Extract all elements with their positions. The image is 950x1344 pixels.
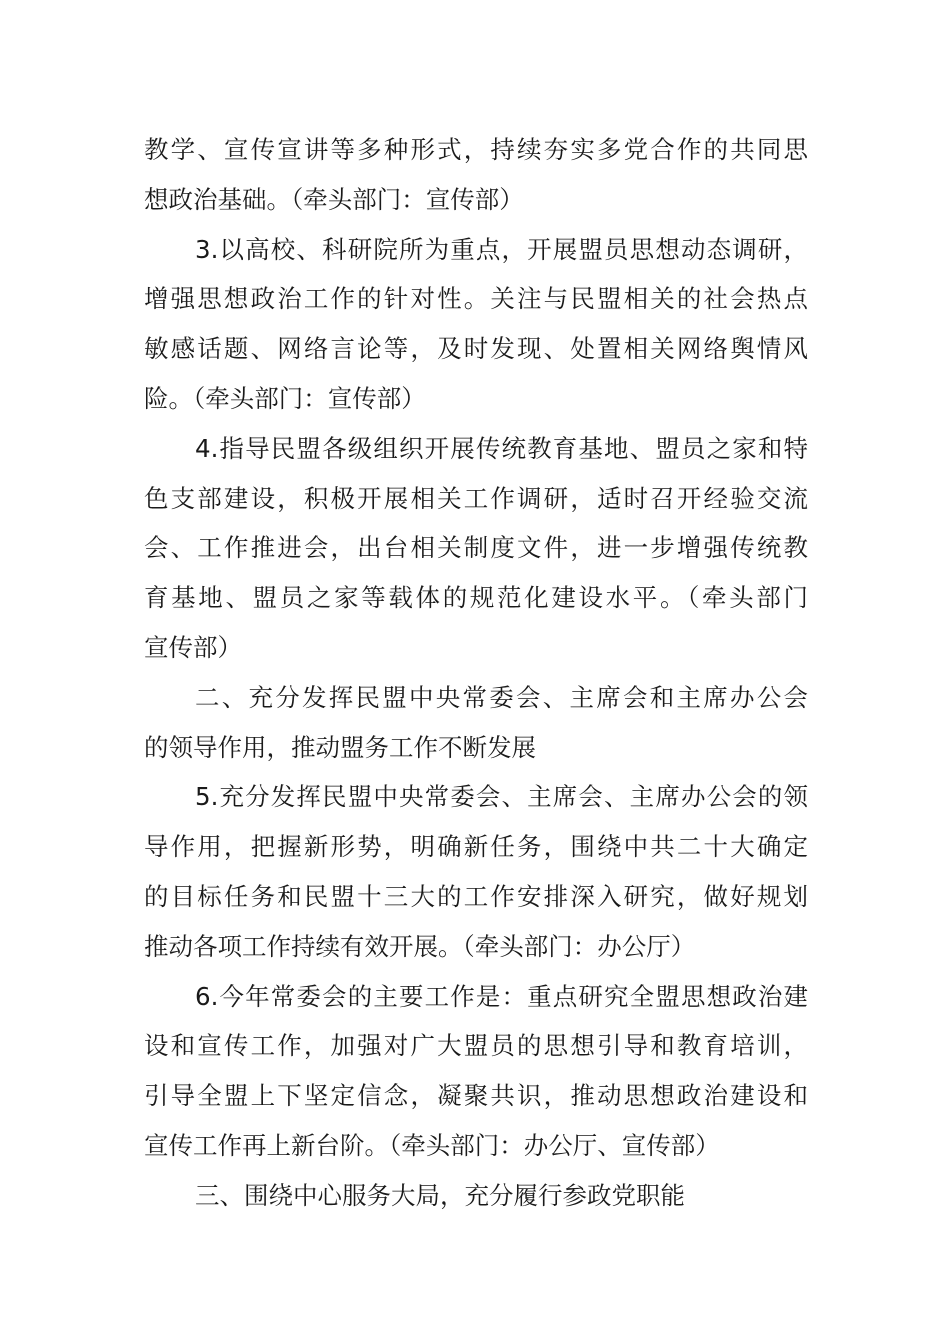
section-heading-line: 的领导作用，推动盟务工作不断发展	[144, 732, 536, 762]
text-line: 导作用，把握新形势，明确新任务，围绕中共二十大确定	[144, 832, 808, 862]
text-line: 宣传工作再上新台阶。（牵头部门：办公厅、宣传部）	[144, 1130, 720, 1160]
text-line: 色支部建设，积极开展相关工作调研，适时召开经验交流	[144, 483, 808, 513]
paragraph-start-line: 6.今年常委会的主要工作是：重点研究全盟思想政治建	[195, 981, 808, 1011]
text-line: 推动各项工作持续有效开展。（牵头部门：办公厅）	[144, 931, 696, 961]
text-line: 敏感话题、网络言论等，及时发现、处置相关网络舆情风	[144, 334, 808, 364]
section-heading-line: 三、围绕中心服务大局，充分履行参政党职能	[195, 1180, 685, 1210]
document-body	[144, 125, 808, 1221]
section-heading-line: 二、充分发挥民盟中央常委会、主席会和主席办公会	[195, 682, 808, 712]
text-line: 的目标任务和民盟十三大的工作安排深入研究，做好规划	[144, 881, 808, 911]
paragraph-start-line: 4.指导民盟各级组织开展传统教育基地、盟员之家和特	[195, 433, 808, 463]
text-line: 育基地、盟员之家等载体的规范化建设水平。（牵头部门	[144, 583, 808, 613]
paragraph-start-line: 5.充分发挥民盟中央常委会、主席会、主席办公会的领	[195, 782, 808, 812]
text-line: 会、工作推进会，出台相关制度文件，进一步增强传统教	[144, 533, 808, 563]
text-line: 想政治基础。（牵头部门：宣传部）	[144, 184, 524, 214]
text-line: 险。（牵头部门：宣传部）	[144, 383, 426, 413]
text-line: 设和宣传工作，加强对广大盟员的思想引导和教育培训，	[144, 1031, 808, 1061]
text-line: 教学、宣传宣讲等多种形式，持续夯实多党合作的共同思	[144, 135, 808, 164]
text-line: 增强思想政治工作的针对性。关注与民盟相关的社会热点	[144, 284, 808, 314]
paragraph-start-line: 3.以高校、科研院所为重点，开展盟员思想动态调研，	[195, 234, 808, 264]
text-line: 引导全盟上下坚定信念，凝聚共识，推动思想政治建设和	[144, 1081, 808, 1111]
text-line: 宣传部）	[144, 632, 242, 662]
